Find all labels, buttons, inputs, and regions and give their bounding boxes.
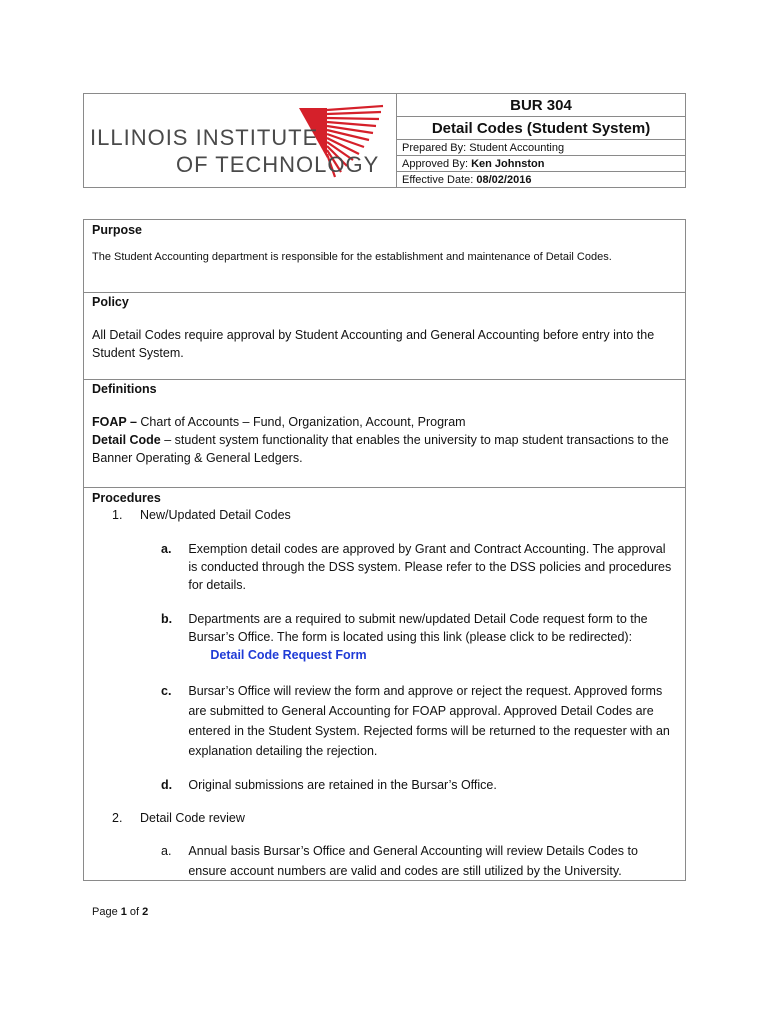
prepared-by-value: Student Accounting [469,142,565,154]
foap-term: FOAP – [92,415,141,429]
item-1b-text: Departments are a required to submit new/updated Detail Code request form to the Bursar’s Office. The form is located using this link (please click to be redirected): [188,612,648,644]
effective-date-value: 08/02/2016 [476,174,532,186]
effective-date [397,172,685,188]
policy-heading: Policy [92,295,129,309]
item-1-number: 1. [112,508,123,522]
purpose-heading: Purpose [92,223,143,237]
logo-line-2: OF TECHNOLOGY [176,152,380,177]
procedure-2a [161,841,677,881]
item-1c-text: Bursar’s Office will review the form and approve or reject the request. Approved forms are submitted to General Accounting for FOAP approval. Approved Detail Codes are entered in the Student System. Rejected forms will be returned to the requester with an explanation detailing the rejection. [188,684,670,758]
definitions-section [84,382,685,488]
approved-by [397,156,685,172]
item-2a-text: Annual basis Bursar’s Office and General Accounting will review Details Codes to ensure account numbers are valid and codes are still utilized by the University. [188,844,638,878]
definition-detail-code [92,431,677,467]
detail-code-request-form-link[interactable]: Detail Code Request Form [210,648,367,662]
prepared-by [397,140,685,156]
item-1c-letter: c. [161,684,172,698]
logo-cell [84,94,397,187]
item-2a-letter: a. [161,844,172,858]
procedure-1b [161,610,677,664]
policy-section [84,295,685,380]
header-info [397,94,685,187]
foap-text: Chart of Accounts – Fund, Organization, Account, Program [140,415,466,429]
procedures-section [84,490,685,889]
effective-date-label: Effective Date: [402,174,477,186]
definitions-list [92,413,677,467]
policy-title: Detail Codes (Student System) [397,117,685,140]
item-2-number: 2. [112,811,123,825]
procedure-item-1 [112,506,677,524]
document-body [83,219,686,881]
item-1a-letter: a. [161,542,172,556]
document-header [83,93,686,188]
purpose-section [84,223,685,293]
approved-by-label: Approved By: [402,158,472,170]
procedure-item-2 [112,809,677,827]
of-label: of [126,906,143,918]
prepared-by-label: Prepared By: [402,142,470,154]
item-1a-text: Exemption detail codes are approved by Grant and Contract Accounting. The approval is conducted through the DSS system. Please refer to the DSS policies and procedures for details. [188,542,672,592]
procedure-1c [161,681,677,761]
procedure-1d [161,776,677,794]
detail-code-text: – student system functionality that enables the university to map student transactions to the Banner Operating & General Ledgers. [92,433,669,465]
page-total: 2 [142,906,149,918]
page-number: 1 [120,906,127,918]
item-1b-letter: b. [161,612,173,626]
approved-by-value: Ken Johnston [471,158,545,170]
detail-code-term: Detail Code [92,433,161,447]
item-1d-text: Original submissions are retained in the Bursar’s Office. [188,778,497,792]
logo-line-1: ILLINOIS INSTITUTE [90,125,319,150]
policy-text: All Detail Codes require approval by Student Accounting and General Accounting before entry into the Student System. [92,328,655,360]
item-2-label: Detail Code review [140,811,245,825]
page-footer [92,906,148,918]
item-1d-letter: d. [161,778,173,792]
procedures-heading: Procedures [92,491,161,505]
page-label: Page [92,906,121,918]
item-1-label: New/Updated Detail Codes [140,508,291,522]
definition-foap [92,413,677,431]
item-1b-body [188,610,677,664]
purpose-text: The Student Accounting department is responsible for the establishment and maintenance of Detail Codes. [92,251,612,263]
definitions-heading: Definitions [92,382,157,396]
procedure-1a [161,540,677,594]
policy-code: BUR 304 [397,94,685,117]
